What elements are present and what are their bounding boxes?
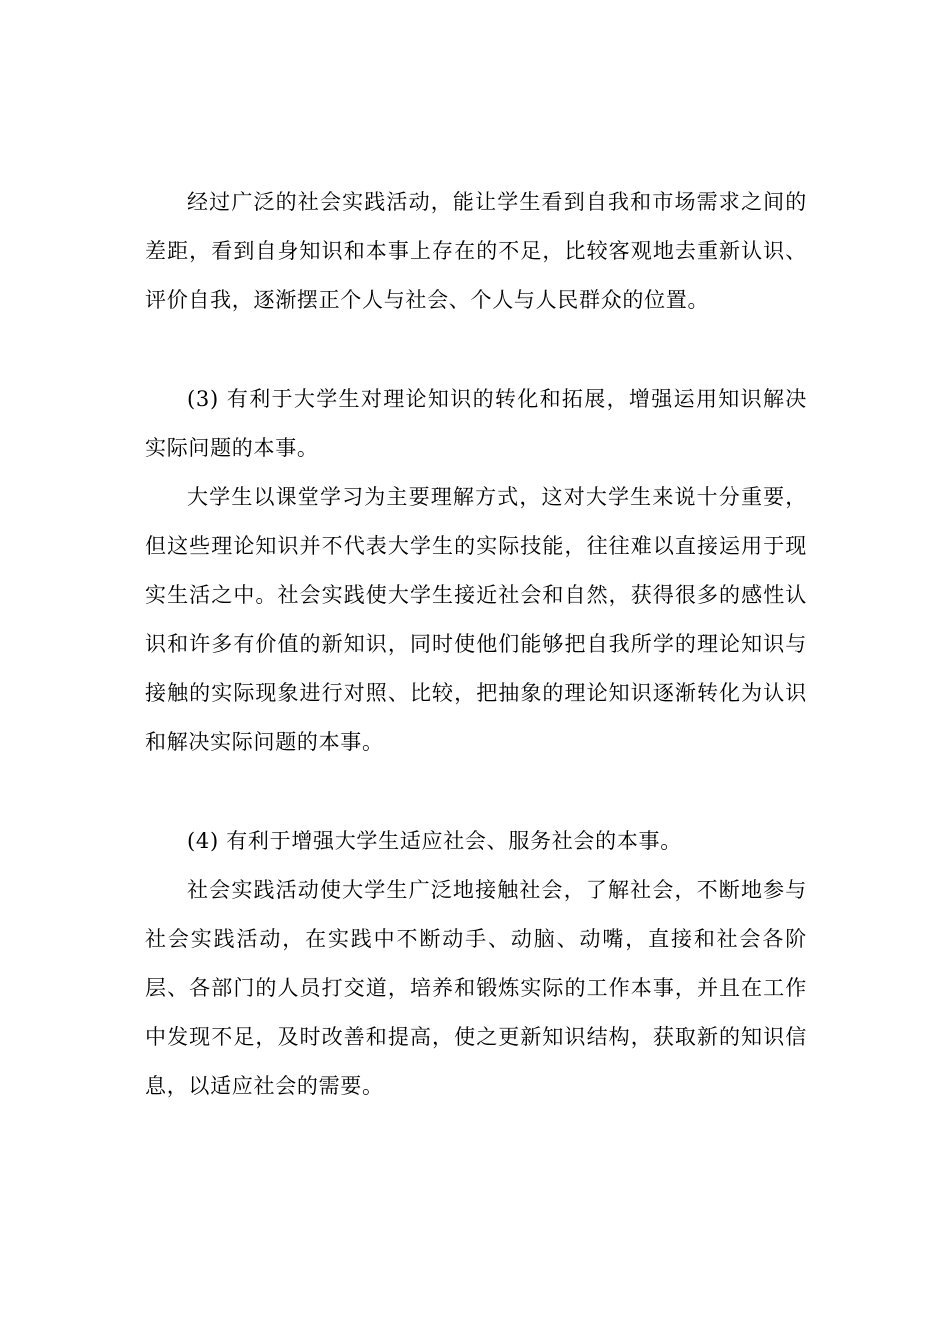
section-heading-4: (4) 有利于增强大学生适应社会、服务社会的本事。 [187,829,682,853]
section-heading-3: (3) 有利于大学生对理论知识的转化和拓展，增强运用知识解决实际问题的本事。 [145,387,807,460]
paragraph-theory-practice: 大学生以课堂学习为主要理解方式，这对大学生来说十分重要，但这些理论知识并不代表大学生的实际技能，往往难以直接运用于现实生活之中。社会实践使大学生接近社会和自然，获得很多的感性认识和许多有价值的新知识，同时使他们能够把自我所学的理论知识与接触的实际现象进行对照、比较，把抽象的理论知识逐渐转化为认识和解决实际问题的本事。 [145,485,807,754]
paragraph-social-adaptation: 社会实践活动使大学生广泛地接触社会，了解社会，不断地参与社会实践活动，在实践中不断动手、动脑、动嘴，直接和社会各阶层、各部门的人员打交道，培养和锻炼实际的工作本事，并且在工作中发现不足，及时改善和提高，使之更新知识结构，获取新的知识信息，以适应社会的需要。 [145,878,807,1098]
document-body [145,178,807,1111]
paragraph-self-assessment: 经过广泛的社会实践活动，能让学生看到自我和市场需求之间的差距，看到自身知识和本事上存在的不足，比较客观地去重新认识、评价自我，逐渐摆正个人与社会、个人与人民群众的位置。 [145,190,807,312]
